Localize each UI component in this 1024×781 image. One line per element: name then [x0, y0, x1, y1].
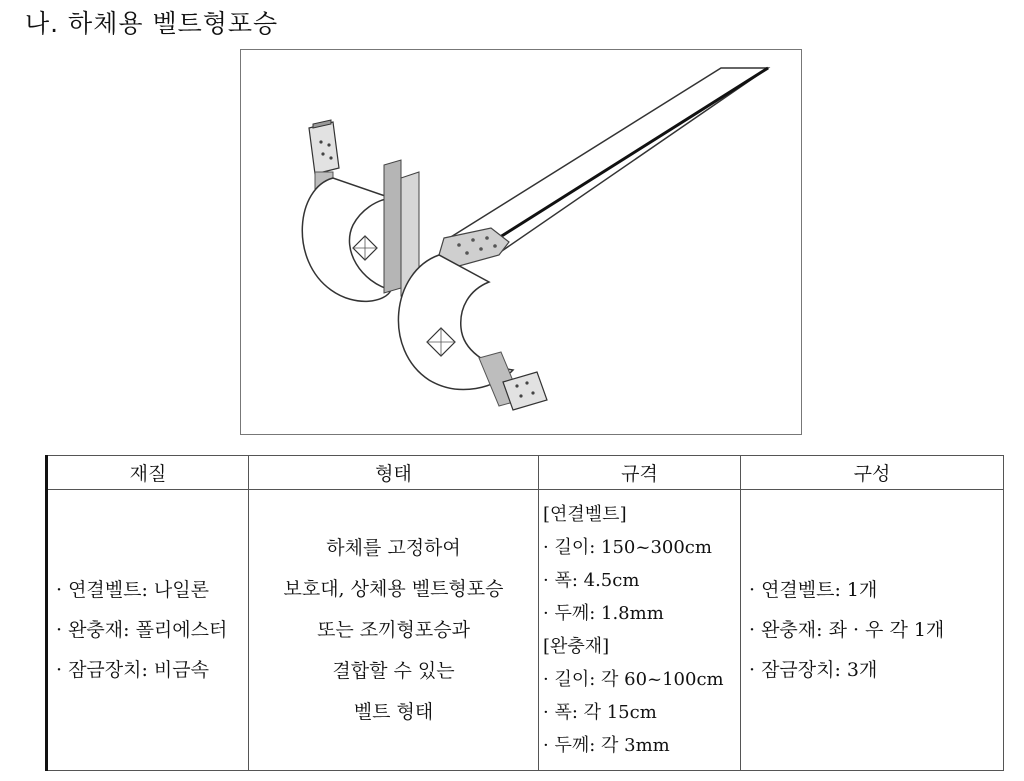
composition-cell: [741, 490, 1004, 771]
material-cell: [47, 490, 249, 771]
lower-lock-clip: [479, 352, 547, 410]
header-composition: 구성: [741, 456, 1004, 490]
table-row: [47, 490, 1004, 771]
shape-line: 벨트 형태: [353, 700, 434, 723]
specification-table: [45, 455, 1004, 771]
spec-line: [완충재]: [543, 636, 610, 657]
shape-line: 하체를 고정하여: [326, 536, 461, 559]
spec-line: · 길이: 각 60~100cm: [543, 669, 724, 690]
composition-item: · 완충재: 좌 · 우 각 1개: [749, 619, 945, 641]
material-item: · 연결벨트: 나일론: [56, 579, 209, 601]
shape-line: 보호대, 상체용 벨트형포승: [283, 577, 504, 600]
header-material: 재질: [47, 456, 249, 490]
shape-cell: [249, 490, 539, 771]
spec-line: · 폭: 4.5cm: [543, 570, 640, 591]
material-item: · 완충재: 폴리에스터: [56, 619, 228, 641]
left-cushion-pad: [302, 178, 391, 301]
shape-line: 또는 조끼형포승과: [317, 618, 470, 641]
spec-line: · 폭: 각 15cm: [543, 702, 657, 723]
material-item: · 잠금장치: 비금속: [56, 659, 209, 681]
composition-item: · 연결벨트: 1개: [749, 579, 878, 601]
spec-cell: [539, 490, 741, 771]
spec-line: · 길이: 150~300cm: [543, 537, 712, 558]
product-illustration: [240, 49, 802, 435]
header-shape: 형태: [249, 456, 539, 490]
header-spec: 규격: [539, 456, 741, 490]
table-header-row: [47, 456, 1004, 490]
spec-line: · 두께: 1.8mm: [543, 603, 664, 624]
lower-body-belt-restraint-drawing: [241, 50, 801, 434]
shape-line: 결합할 수 있는: [332, 659, 455, 682]
section-heading: 나. 하체용 벨트형포승: [25, 9, 279, 38]
spec-line: [연결벨트]: [543, 504, 627, 525]
composition-item: · 잠금장치: 3개: [749, 659, 878, 681]
spec-line: · 두께: 각 3mm: [543, 735, 670, 756]
